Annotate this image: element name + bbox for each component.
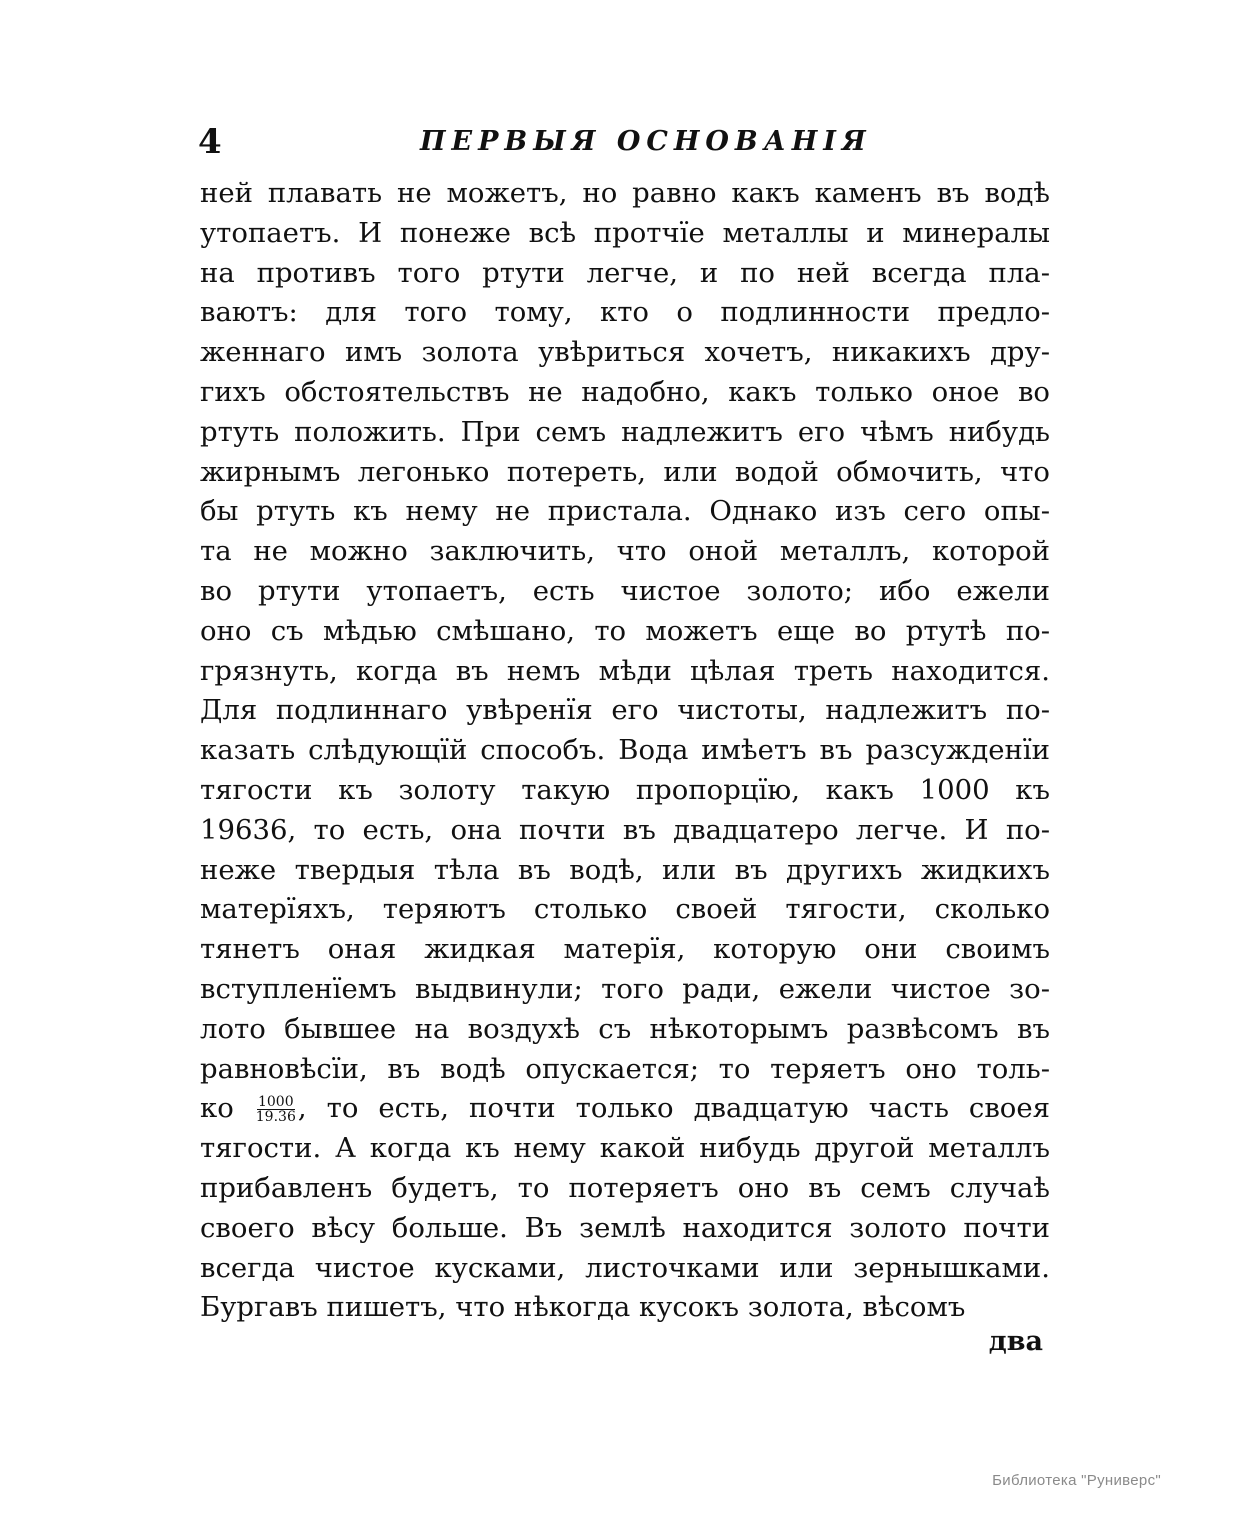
body-text bbox=[200, 174, 1050, 1328]
text-line: прибавленъ будетъ, то потеряетъ оно въ семъ случаѣ bbox=[200, 1171, 1050, 1204]
text-line: неже твердыя тѣла въ водѣ, или въ другихъ жидкихъ bbox=[200, 853, 1050, 886]
fraction-line-before: ко bbox=[200, 1092, 234, 1125]
text-line: тягости. А когда къ нему какой нибудь другой металлъ bbox=[200, 1132, 1050, 1165]
library-watermark: Библиотека "Руниверс" bbox=[992, 1472, 1161, 1489]
text-line: всегда чистое кусками, листочками или зернышками. bbox=[200, 1251, 1050, 1284]
text-line: во ртути утопаетъ, есть чистое золото; ибо ежели bbox=[200, 574, 1050, 607]
fraction bbox=[256, 1095, 296, 1124]
fraction-numerator: 1000 bbox=[257, 1094, 294, 1111]
fraction-line-after: , то есть, почти только двадцатую часть своея bbox=[297, 1092, 1050, 1125]
text-line: грязнуть, когда въ немъ мѣди цѣлая треть находится. bbox=[200, 654, 1050, 687]
text-line: матерїяхъ, теряютъ столько своей тягости, сколько bbox=[200, 893, 1050, 926]
catchword: два bbox=[988, 1326, 1043, 1357]
text-line: тягости къ золоту такую пропорцїю, какъ 1000 къ bbox=[200, 773, 1050, 806]
text-line: тянетъ оная жидкая матерїя, которую они своимъ bbox=[200, 933, 1050, 966]
page-number: 4 bbox=[198, 122, 222, 162]
text-line: лото бывшее на воздухѣ съ нѣкоторымъ развѣсомъ въ bbox=[200, 1012, 1050, 1045]
text-line: жирнымъ легонько потереть, или водой обмочить, что bbox=[200, 455, 1050, 488]
text-line: равновѣсїи, въ водѣ опускается; то теряетъ оно толь- bbox=[200, 1052, 1050, 1085]
text-line: утопаетъ. И понеже всѣ протчїе металлы и минералы bbox=[200, 216, 1050, 249]
text-line: своего вѣсу больше. Въ землѣ находится золото почти bbox=[200, 1211, 1050, 1244]
fraction-denominator: 19.36 bbox=[255, 1109, 296, 1126]
text-line: 19636, то есть, она почти въ двадцатеро легче. И по- bbox=[200, 813, 1050, 846]
text-line: ваютъ: для того тому, кто о подлинности предло- bbox=[200, 296, 1050, 329]
text-line: бы ртуть къ нему не пристала. Однако изъ сего опы- bbox=[200, 495, 1050, 528]
text-line: Бургавъ пишетъ, что нѣкогда кусокъ золота, вѣсомъ bbox=[200, 1291, 966, 1324]
text-line: на противъ того ртути легче, и по ней всегда пла- bbox=[200, 256, 1050, 289]
text-line: ртуть положить. При семъ надлежитъ его чѣмъ нибудь bbox=[200, 415, 1050, 448]
text-line: та не можно заключить, что оной металлъ, которой bbox=[200, 535, 1050, 568]
text-line: ней плавать не можетъ, но равно какъ каменъ въ водѣ bbox=[200, 177, 1050, 209]
text-line: женнаго имъ золота увѣриться хочетъ, никакихъ дру- bbox=[200, 336, 1050, 369]
text-line: казать слѣдующїй способъ. Вода имѣетъ въ разсужденїи bbox=[200, 734, 1050, 767]
text-line-with-fraction bbox=[200, 1089, 1050, 1129]
running-title: ПЕРВЫЯ ОСНОВАНІЯ bbox=[420, 126, 872, 157]
text-line: гихъ обстоятельствъ не надобно, какъ только оное во bbox=[200, 375, 1050, 408]
text-line: оно съ мѣдью смѣшано, то можетъ еще во ртутѣ по- bbox=[200, 614, 1050, 647]
text-line: вступленїемъ выдвинули; того ради, ежели чистое зо- bbox=[200, 972, 1050, 1005]
text-line: Для подлиннаго увѣренїя его чистоты, надлежитъ по- bbox=[200, 694, 1050, 727]
